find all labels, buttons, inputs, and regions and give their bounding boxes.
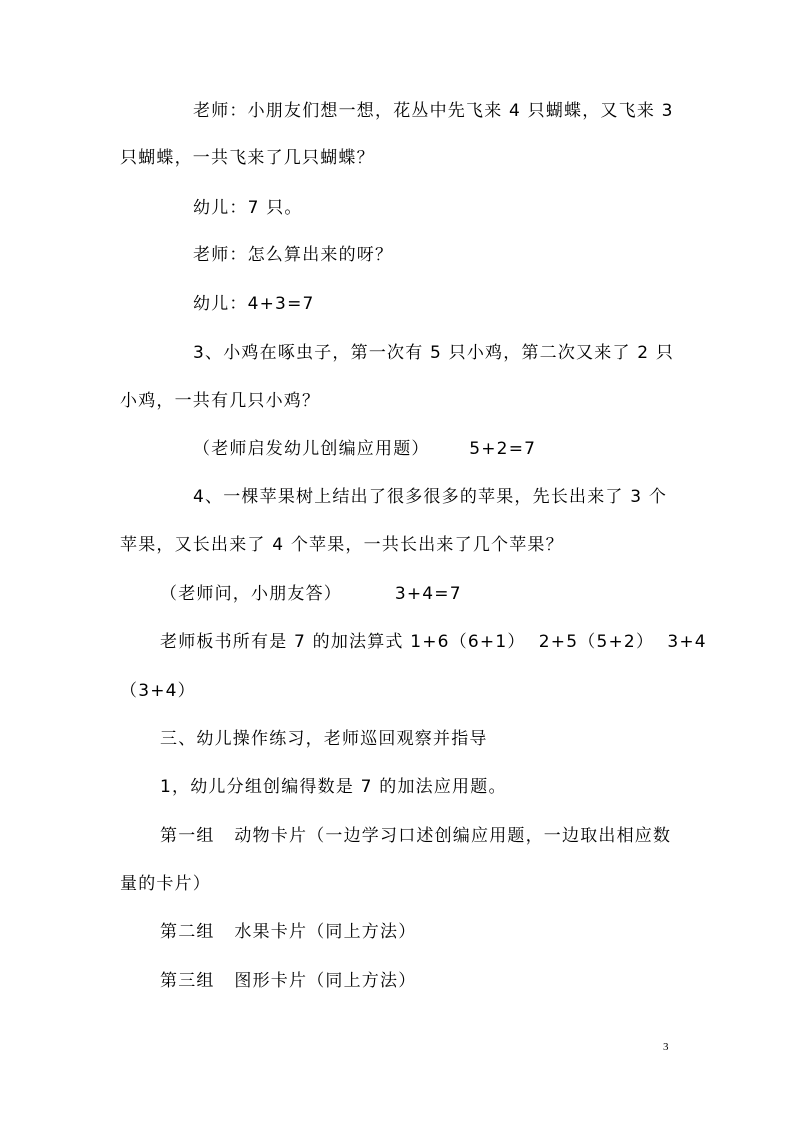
- teacher-board-equations: 老师板书所有是 7 的加法算式 1+6（6+1） 2+5（5+2） 3+4: [160, 632, 707, 652]
- dialog-teacher-butterfly-question-cont: 只蝴蝶，一共飞来了几只蝴蝶？: [120, 148, 375, 168]
- dialog-teacher-how: 老师：怎么算出来的呀？: [193, 245, 394, 265]
- group-1-animal-cards: 第一组 动物卡片（一边学习口述创编应用题，一边取出相应数: [160, 826, 672, 846]
- dialog-child-equation: 幼儿：4+3=7: [193, 294, 315, 314]
- item-3-teacher-prompt: （老师启发幼儿创编应用题） 5+2=7: [193, 439, 537, 459]
- item-4-apples-cont: 苹果，又长出来了 4 个苹果，一共长出来了几个苹果？: [120, 535, 564, 555]
- dialog-teacher-butterfly-question: 老师：小朋友们想一想，花丛中先飞来 4 只蝴蝶，又飞来 3: [193, 101, 674, 121]
- page-number: 3: [663, 1041, 669, 1053]
- group-1-animal-cards-cont: 量的卡片）: [120, 874, 211, 894]
- group-3-shape-cards: 第三组 图形卡片（同上方法）: [160, 971, 417, 991]
- group-2-fruit-cards: 第二组 水果卡片（同上方法）: [160, 922, 417, 942]
- item-3-chicks-cont: 小鸡，一共有几只小鸡？: [120, 391, 321, 411]
- item-4-teacher-ask: （老师问，小朋友答） 3+4=7: [160, 584, 462, 604]
- step-1-group-task: 1，幼儿分组创编得数是 7 的加法应用题。: [160, 777, 507, 797]
- teacher-board-equations-cont: （3+4）: [120, 681, 196, 701]
- item-3-chicks: 3、小鸡在啄虫子，第一次有 5 只小鸡，第二次又来了 2 只: [193, 343, 675, 363]
- item-4-apples: 4、一棵苹果树上结出了很多很多的苹果，先长出来了 3 个: [193, 487, 668, 507]
- section-3-heading: 三、幼儿操作练习，老师巡回观察并指导: [160, 729, 488, 749]
- dialog-child-answer-7: 幼儿：7 只。: [193, 198, 303, 218]
